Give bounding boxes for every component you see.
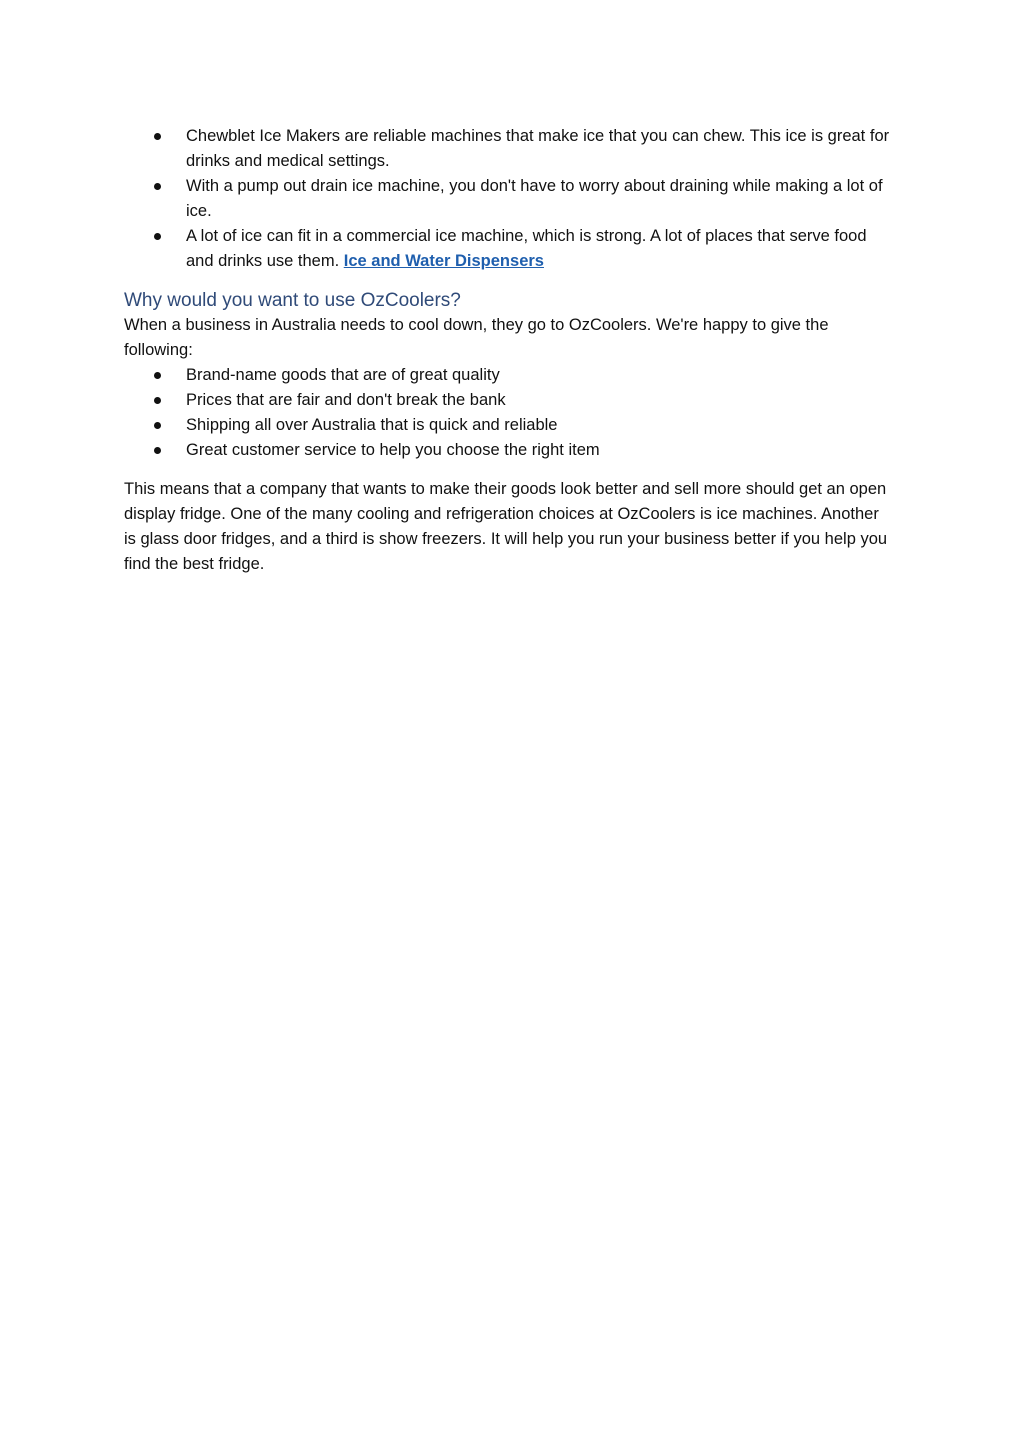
list-item: [124, 124, 894, 174]
bullet-icon: [154, 447, 161, 454]
closing-paragraph: This means that a company that wants to make their goods look better and sell more should get an open display fridge. One of the many cooling and refrigeration choices at OzCoolers is ice machines. Another is glass door fridges, and a third is show freezers. It will help you run your business better if you help you find the best fridge.: [124, 480, 888, 573]
list-item: [124, 224, 894, 274]
bullet-icon: [154, 372, 161, 379]
ice-machine-list: [124, 124, 894, 274]
list-item-text: A lot of ice can fit in a commercial ice machine, which is strong. A lot of places that serve food and drinks use them.: [186, 227, 867, 270]
list-item-text: With a pump out drain ice machine, you don't have to worry about draining while making a lot of ice.: [186, 177, 883, 220]
intro-paragraph: When a business in Australia needs to cool down, they go to OzCoolers. We're happy to give the following:: [124, 316, 829, 359]
list-item-text: Chewblet Ice Makers are reliable machines that make ice that you can chew. This ice is great for drinks and medical settings.: [186, 127, 890, 170]
document-page: [124, 124, 894, 577]
list-item-text: Prices that are fair and don't break the bank: [186, 391, 506, 409]
list-item: [124, 388, 894, 413]
list-item: [124, 174, 894, 224]
bullet-icon: [154, 422, 161, 429]
list-item: [124, 413, 894, 438]
ice-and-water-dispensers-link[interactable]: Ice and Water Dispensers: [343, 252, 544, 270]
bullet-icon: [154, 397, 161, 404]
bullet-icon: [154, 133, 161, 140]
list-item-text: Brand-name goods that are of great quality: [186, 366, 500, 384]
list-item-text: Shipping all over Australia that is quick and reliable: [186, 416, 558, 434]
bullet-icon: [154, 233, 161, 240]
benefits-list: [124, 363, 894, 463]
section-heading: Why would you want to use OzCoolers?: [124, 290, 461, 311]
list-item: [124, 363, 894, 388]
bullet-icon: [154, 183, 161, 190]
list-item-text: Great customer service to help you choose the right item: [186, 441, 600, 459]
list-item: [124, 438, 894, 463]
